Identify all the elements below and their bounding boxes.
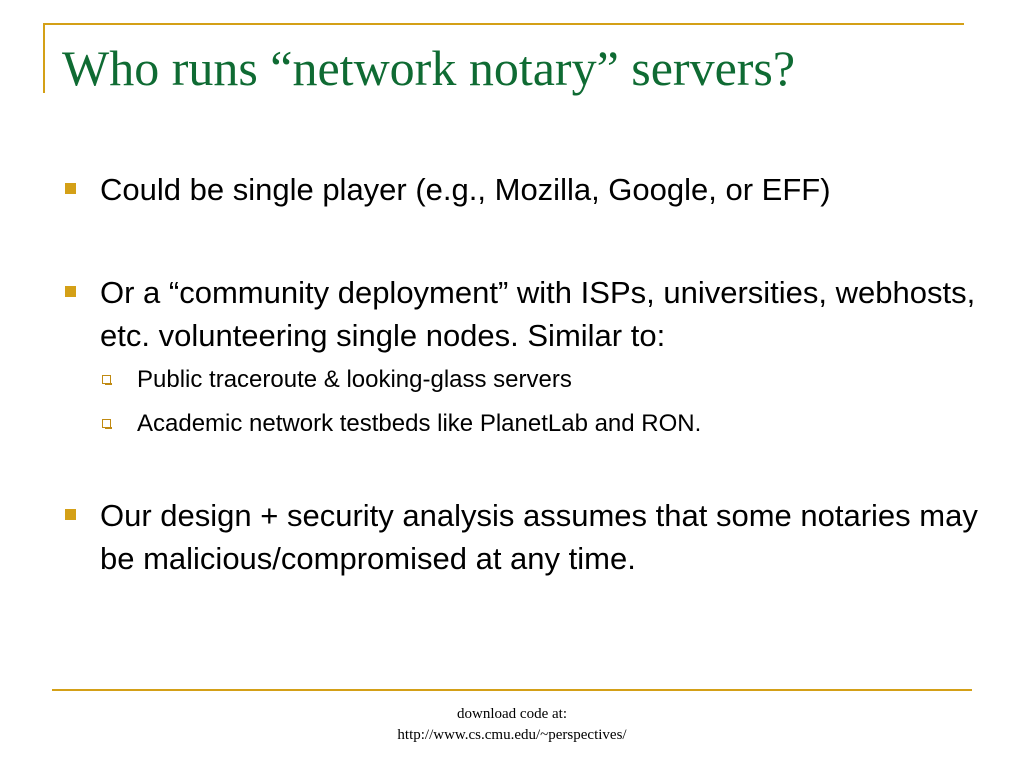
footer-url: http://www.cs.cmu.edu/~perspectives/ xyxy=(397,727,627,743)
bullet-text: Could be single player (e.g., Mozilla, Google, or EFF) xyxy=(100,172,831,207)
square-bullet-icon xyxy=(65,509,76,520)
slide-title: Who runs “network notary” servers? xyxy=(62,40,796,96)
sub-bullet-item xyxy=(100,360,992,400)
square-bullet-icon xyxy=(65,286,76,297)
frame-left-line xyxy=(43,23,45,93)
sub-bullet-item xyxy=(100,404,992,444)
square-bullet-icon xyxy=(65,183,76,194)
hollow-square-bullet-icon xyxy=(102,375,111,384)
bullet-item xyxy=(62,494,992,580)
frame-top-line xyxy=(43,23,964,25)
bullet-list xyxy=(62,168,992,580)
hollow-square-bullet-icon xyxy=(102,419,111,428)
bullet-item xyxy=(62,168,992,211)
footer-divider xyxy=(52,689,972,691)
bullet-text: Or a “community deployment” with ISPs, universities, webhosts, etc. volunteering single nodes. Similar to: xyxy=(100,275,976,353)
footer xyxy=(0,704,1024,746)
sub-bullet-list xyxy=(62,360,992,444)
footer-line-1: download code at: xyxy=(457,706,567,722)
sub-bullet-text: Public traceroute & looking-glass servers xyxy=(137,366,572,393)
sub-bullet-text: Academic network testbeds like PlanetLab and RON. xyxy=(137,410,702,437)
bullet-text: Our design + security analysis assumes that some notaries may be malicious/compromised at any time. xyxy=(100,498,978,576)
bullet-item xyxy=(62,271,992,357)
